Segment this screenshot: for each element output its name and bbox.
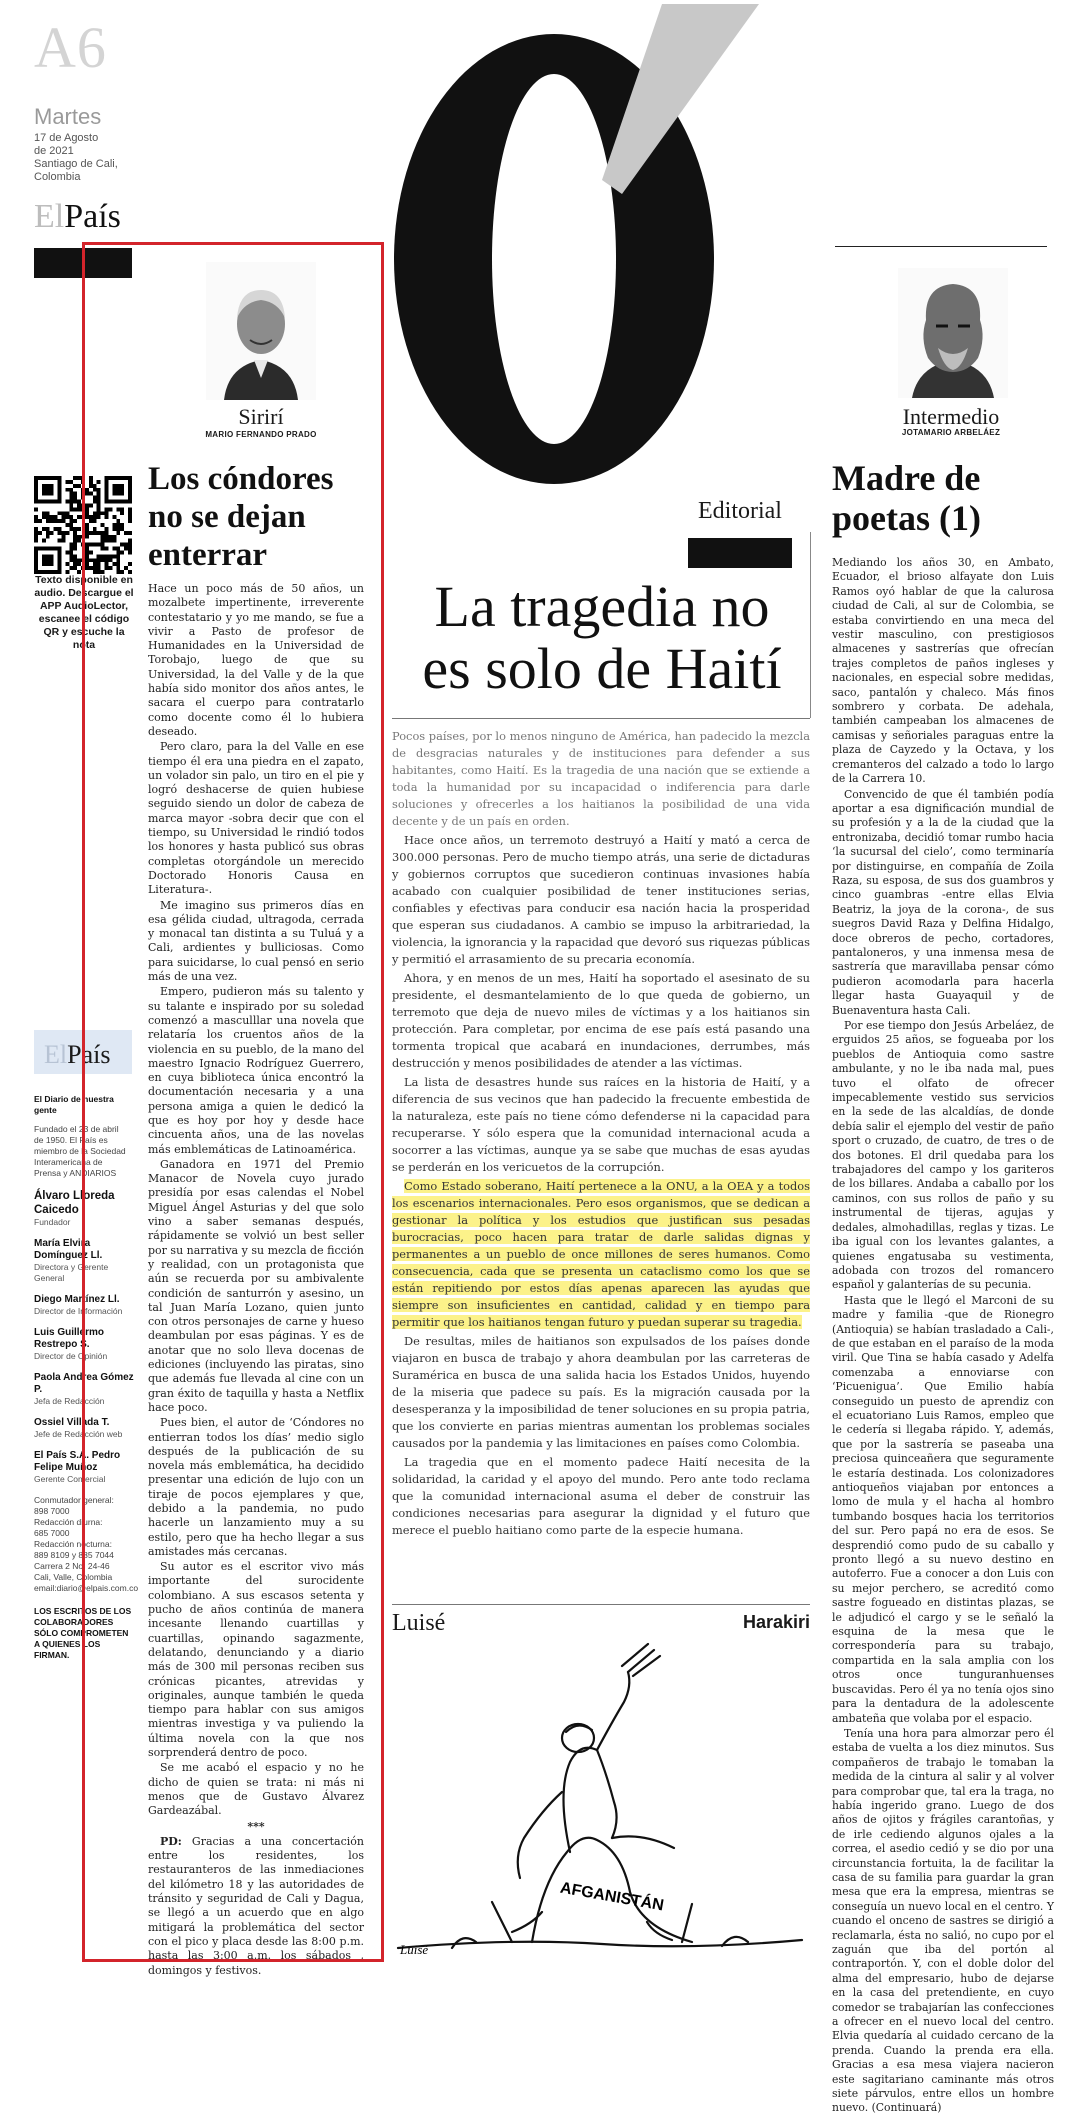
opinion-o-logo-icon (364, 4, 769, 504)
paragraph: Me imagino sus primeros días en esa gélida ciudad, ultragoda, cerrada y monacal tan distinta a su Tuluá y a Cali, ardientes y bulliciosas. Como para suicidarse, lo cual pensó en serio más de una vez. (148, 898, 364, 984)
staff-role: Jefa de Redacción (34, 1396, 105, 1406)
paragraph: Pero claro, para la del Valle en ese tiempo él era una piedra en el zapato, un volador sin palo, un tiro en el pie y logró deshacerse de quien hubiese seguido siendo un dolor de cabeza de marca mayor -sobra decir que con el tiempo, su Universidad le rindió todos los honores y hasta publicó sus obras completas otorgándole un merecido Doctorado Honoris Causa en Literatura-. (148, 740, 364, 897)
staff-role: Director de Información (34, 1306, 123, 1316)
headline-line: es solo de Haití (422, 636, 782, 701)
masthead-tagline: El Diario de nuestra gente (34, 1094, 114, 1115)
paragraph: Ganadora en 1971 del Premio Manacor de Novela cuyo jurado presidía por esas calendas el Nobel Miguel Ángel Asturias y del que solo vino a saber semanas después, rápidamente se volvió un best seller por su narrativa y su mezcla de ficción y realidad, con un protagonista que aún se recuerda por su ambivalente condición de santurrón y asesino, un tal Juan María Lozano, quien junto con otros personajes de carne y hueso deambulan por esas páginas. Y es de anotar que no solo lleva docenas de ediciones (incluyendo las piratas, sino que además fue llevada al cine con un gran éxito de taquilla y hasta a Netflix hace poco. (148, 1157, 364, 1414)
cartoon-rule (392, 1604, 810, 1605)
harakiri-cartoon-icon (392, 1642, 810, 1958)
column-name-right: Intermedio (902, 404, 1000, 429)
staff-name: María Elvira Domínguez Ll. (34, 1238, 103, 1261)
staff-name: El País S.A. Pedro Felipe Muñoz (34, 1450, 121, 1473)
editorial-bar (688, 538, 792, 568)
contact-line: 685 7000 (34, 1528, 70, 1538)
contact-line: 898 7000 (34, 1506, 70, 1516)
separator: *** (247, 1819, 265, 1833)
date-line: Colombia (34, 171, 81, 183)
page-number: A6 (34, 15, 107, 80)
headline-line: La tragedia no (434, 574, 770, 639)
headline-right (832, 458, 1052, 538)
masthead-logo-el: El (44, 1040, 68, 1069)
founded-line: Fundado el 23 de abril (34, 1124, 119, 1134)
staff-name: Diego Martínez Ll. (34, 1294, 120, 1305)
column-author-right: JOTAMARIO ARBELÁEZ (901, 428, 1001, 437)
date-line: 17 de Agosto (34, 132, 99, 144)
cartoon-artist: Luisé (392, 1610, 446, 1636)
weekday: Martes (34, 104, 102, 129)
paragraph: La tragedia que en el momento padece Haití necesita de la solidaridad, la caridad y el apoyo del mundo. Pero ante todo reclama que la comunidad internacional asuma el deber de construir las condiciones necesarias para asegurar la dignidad y el futuro que merece el pueblo haitiano como parte de la especie humana. (392, 1455, 810, 1537)
editorial-rule (392, 718, 810, 719)
staff-role: Gerente Comercial (34, 1474, 106, 1484)
date-line: Santiago de Cali, (34, 158, 118, 170)
headline-line: no se dejan (148, 499, 306, 535)
paragraph: Ahora, y en menos de un mes, Haití ha soportado el asesinato de su presidente, el desmantelamiento de lo que queda de gobierno, un terremoto que deja de nuevo miles de víctimas y a los haitianos sin protección. Para completar, por encima de ese país está pasando una tormenta tropical que acabará en inundaciones, derrumbes, más destrucción y menos posibilidades de atender a las víctimas. (392, 971, 810, 1070)
staff-role: Directora y Gerente General (34, 1262, 109, 1283)
paragraph: Hace un poco más de 50 años, un mozalbete impertinente, irreverente contestatario y yo me mando, se fue a vivir a Pasto de profesor de Humanidades en la Universidad de Torobajo, luego de que su Universidad, la del Valle y de la que había sido monitor dos años antes, le sacara el cuerpo para contratarlo como docente como él lo hubiera deseado. (148, 582, 364, 738)
paragraph: Hace once años, un terremoto destruyó a Haití y mató a cerca de 300.000 personas. Pero de mucho tiempo atrás, una serie de dictaduras y gobiernos corruptos que sucedieron continuas invasiones había acabado con cualquier posibilidad de tener instituciones serias, confiables y efectivas para conducir esa nación hacia la prosperidad que esperan sus ciudadanos. A cambio se impuso la arbitrariedad, la violencia, la ignorancia y la rapacidad que devoró sus riquezas públicas y permitió el arrasamiento de su precaria economía. (392, 833, 810, 966)
paragraph: La lista de desastres hunde sus raíces en la historia de Haití, y a diferencia de sus vecinos que han padecido la frecuente embestida de la naturaleza, este país no tiene cómo defenderse ni la capacidad para recuperarse. Y sólo espera que la comunidad internacional acuda a socorrer a las víctimas, aunque ya se sabe que muchas de esas ayudas se perderán en los vericuetos de la corrupción. (392, 1075, 810, 1174)
newspaper-logo (34, 198, 121, 236)
logo-pais: País (64, 198, 121, 235)
paragraph: De resultas, miles de haitianos son expulsados de los países donde viajaron en busca de trabajo y ahora deambulan por las carreteras de Suramérica en busca de una salida hacia los Estados Unidos, huyendo de la miseria que padece su país. Es la migración causada por la desesperanza y la imposibilidad de tener soluciones en su propia patria, que los convierte en parias mientras aumentan los problemas sociales causados por la pandemia y las limitaciones en países como Colombia. (392, 1334, 810, 1450)
contact-line: Redacción diurna: (34, 1517, 103, 1527)
contact-line: Carrera 2 No. 24-46 (34, 1561, 110, 1571)
headline-line: Los cóndores (148, 461, 334, 497)
founded-line: miembro de la Sociedad (34, 1146, 126, 1156)
cartoon-signature: Luisé (400, 1942, 429, 1957)
article-body-right (832, 556, 1054, 2117)
logo-el: El (34, 198, 65, 235)
dateline (34, 132, 144, 184)
highlighted-text: Como Estado soberano, Haití pertenece a la ONU, a la OEA y a todos los escenarios internacionales. Pero esos organismos, que se dedican a gestionar la política y los estudios que justifican sus pesadas burocracias, poco hacen para tratar de darle salidas dignas y permanentes a un pueblo de once millones de seres humanos. Como consecuencia, cada que se presenta un cataclismo como los que se están repitiendo por estos días apenas aparecen las ayudas que siempre son insuficientes en cantidad, calidad y en tiempo para permitir que los haitianos tengan futuro y puedan superar su tragedia. (392, 1179, 810, 1329)
date-line: de 2021 (34, 145, 74, 157)
editorial-body (392, 728, 810, 1541)
founded-line: de 1950. El País es (34, 1135, 108, 1145)
top-rule-right (835, 246, 1047, 247)
staff-name: Luis Guillermo Restrepo S. (34, 1327, 105, 1350)
postscript-label: PD: (160, 1834, 182, 1848)
postscript-text: Gracias a una concertación entre los residentes, los restauranteros de las inmediaciones del kilómetro 18 y las autoridades de tránsito y seguridad de Cali y Dagua, se llegó a un acuerdo que en algo mitigará la problemática del sector con el pico y placa desde las 8:00 p.m. hasta las 3:00 a.m. los sábados , domingos y festivos. (148, 1834, 364, 1977)
qr-caption: Texto disponible en audio. Descargue el APP AudioLector, escanee el código QR y escuche la nota (34, 574, 134, 651)
staff-name: Paola Andrea Gómez P. (34, 1372, 134, 1395)
paragraph: Hasta que le llegó el Marconi de su madre y familia -que de Rionegro (Antioquia) se habían trasladado a Cali-, de que estaban en el paraíso de la moda viril. Que Tina se había casado y Adelfa comenzaba a ennoviarse con ‘Picuenigua’. Que Emilio había conseguido un puesto de aprendiz con el ecuatoriano Luis Ramos, empleo que le cedería si llegaba rápido. Y, además, que por la sastrería se paseaba una preciosa quinceañera que seguramente le estaría destinada. Los colonizadores antioqueños viajaban por entonces a lomo de mula y el hacha al hombro tumbando bosques hacia los territorios del sur. Pero papá no era de esos. Se desprendió como pudo de su caballo y pronto llegó a su nuevo destino en autoferro. Fue a conocer a don Luis con su mejor perchero, se acreditó como sastre fogueado en distintas plazas, se le adjudicó el cargo y se le señaló la esquina de la mesa que le correspondería para su trabajo, compartida en la sala amplia con los otros once tunguranhuenses buscavidas. Pero él ya no tenía ojos sino para la dentadura de la adolescente ambateña que volaba por el espacio. (832, 1293, 1054, 1725)
founded-line: Interamericana de (34, 1157, 103, 1167)
staff-role: Director de Opinión (34, 1351, 108, 1361)
contact-line: 889 8109 y 885 7044 (34, 1550, 114, 1560)
cartoon-caption: AFGANISTÁN (558, 1879, 665, 1915)
paragraph: Empero, pudieron más su talento y su talante e inspirado por su soledad comenzó a masculllar una novela que relataría los cruentos años de la violencia en su pueblo, de la mano del maestro Ignacio Rodríguez Guerrero, en cuya biblioteca única encontró la documentación necesaria y a una persona amiga a quien le dedicó la que es hoy por hoy y desde hace cincuenta años, una de las novelas más emblemáticas de Latinoamérica. (148, 985, 364, 1156)
paragraph: Pues bien, el autor de ‘Cóndores no entierran todos los días’ medio siglo después de la publicación de su novela más emblemática, ha decidido presentar una edición de lujo con un tiraje de pocos ejemplares y que, debido a la pandemia, no pudo hacerle un lanzamiento muy a su estilo, pero que ha hecho llegar a sus amistades más cercanas. (148, 1416, 364, 1558)
headline-line: poetas (1) (832, 498, 981, 538)
paragraph: Por ese tiempo don Jesús Arbeláez, de erguidos 25 años, se fogueaba por los pueblos de Antioquia como sastre ambulante, y no le iba nada mal, pues tuvo el olfato de ofrecer impecablemente vestido sus servicios en la sede de las alcaldías, de donde debía salir el ejemplo del vestir de paño sport o cruzado, de cuatro, de tres o de dos botones. El dril quedaba para los trabajadores del campo y los gariteros de los billares. Andaba a caballo por los caminos, con sus rollos de paño y su instrumental de tijeras, agujas y dedales, almohadillas, reglas y tizas. Le iba igual con los levantes galantes, a quienes engatusaba su vestimenta, adobada con trozos del romancero español y galanterías de su pecunia. (832, 1019, 1054, 1292)
cartoon-illustration (392, 1642, 810, 1958)
editorial-label: Editorial (698, 498, 782, 524)
columnist-portrait-right (898, 268, 1008, 398)
headline-line: enterrar (148, 537, 268, 573)
paragraph: Convencido de que él también podía aportar a esa dignificación mundial de su profesión y a la de la ciudad que la entronizaba, decidió tomar rumbo hacia ‘la sucursal del cielo’, como terminaría por distinguirse, en compañía de Zoila Raza, su esposa, de sus dos guambros y cinco guambras -entre ellas Elvia Beatriz, la joya de la corona-, de sus suegros David Raza y Delfina Hidalgo, doce obreros de pecho, cortadores, pantaloneros, y una inmensa mesa de sastrería que maravillaba pensar cómo pudieron acomodarla para hacerla llegar hasta Guayaquil y de Buenaventura hasta Cali. (832, 787, 1054, 1017)
contact-line: Redacción nocturna: (34, 1539, 112, 1549)
founded-line: Prensa y ANDIARIOS (34, 1168, 117, 1178)
column-name-left: Sirirí (238, 404, 284, 429)
cartoon-title: Harakiri (742, 1612, 810, 1632)
paragraph: Mediando los años 30, en Ambato, Ecuador, el brioso alfayate don Luis Ramos oyó hablar de que la calurosa ciudad de Cali, al sur de Colombia, se estaba convirtiendo en una meca del vestir masculino, con prestigiosos almacenes y sastrerías que ofrecían trajes completos de paños ingleses y nacionales, en especial sobre medidas, saco, pantalón y chaleco. Más finos sombrero y corbata. De adehala, también campeaban los almacenes de camisas y señoriales paraguas entre la plaza de Cayzedo y la Octava, y los cremanteros del calzado a todo lo largo de la Carrera 10. (832, 556, 1054, 786)
column-author-left: MARIO FERNANDO PRADO (205, 430, 317, 439)
person-photo-icon (898, 268, 1008, 398)
editorial-lead: Pocos países, por lo menos ninguno de América, han padecido la mezcla de desgracias naturales y de instituciones para defender a sus habitantes, como Haití. Es la tragedia de una nación que se extiende a toda la humanidad por su incapacidad o indiferencia para darle soluciones y ofrecerles a los haitianos la posibilidad de una vida decente y de un país en orden. (392, 729, 810, 828)
disclaimer-note: LOS ESCRITOS DE LOS COLABORADORES SÓLO COMPROMETEN A QUIENES LOS FIRMAN. (34, 1606, 132, 1660)
paragraph: Tenía una hora para almorzar pero él estaba de vuelta a los diez minutos. Sus compañeros de trabajo le tomaban la medida de la cintura al salir y al volver para comprobar que, tal era la traga, no había ingerido grano. Luego de dos años de ojitos y frágiles carantoñas, y de irle cediendo algunos ojales a la correa, el asedio cedió y se dio por una circunstancia fortuita, la de facilitar la casa de su familia para guardar la gran mesa que era la empresa, mientras se conseguía un nuevo local en el centro. Y cuando el onceno de sastres se dirigió a reclamarla, ésta no salió, no cupo por el zaguán que iba del portón al contraportón. Y, con el doble dolor del alma del empresario, hubo de dejarse en la casa del pretendiente, en cuyo comedor se trabajarían las confecciones a ofrecer en el nuevo local del centro. Elvia quedaría al cuidado cercano de la prenda. Cuando la prenda era ella. Gracias a esa mesa viajera nacieron este sagitariano caminante más otros siete párvulos, entre ellos un hombre nuevo. (Continuará) (832, 1726, 1054, 2115)
paragraph: Se me acabó el espacio y no he dicho de quien se trata: ni más ni menos que de Gustavo Álvarez Gardeazábal. (148, 1761, 364, 1818)
headline-line: Madre de (832, 458, 981, 498)
staff-name: Ossiel Villada T. (34, 1417, 110, 1428)
staff-role: Jefe de Redacción web (34, 1429, 123, 1439)
founder-name: Álvaro Lloreda Caicedo (34, 1190, 115, 1216)
masthead-logo-pais: País (67, 1040, 111, 1069)
contact-line: Conmutador general: (34, 1495, 114, 1505)
founder-role: Fundador (34, 1217, 71, 1227)
paragraph: Su autor es el escritor vivo más importante del surocidente colombiano. A sus escasos setenta y pucho de años continúa de manera incesante llenando cuartillas y cuartillas, opinando sagazmente, delatando, denunciando y a diario más de 300 mil personas reciben sus crónicas picantes, atrevidas y originales, aunque también le queda tiempo para hablar con sus amigos mientras investiga y va puliendo la última novela con la que nos sorprenderá dentro de poco. (148, 1560, 364, 1760)
contact-line[interactable]: email:diario@elpais.com.co (34, 1583, 139, 1593)
headline-editorial (392, 576, 812, 700)
paragraph-highlighted (392, 1178, 810, 1331)
contact-line: Cali, Valle, Colombia (34, 1572, 113, 1582)
selection-highlight-frame (82, 242, 384, 1962)
